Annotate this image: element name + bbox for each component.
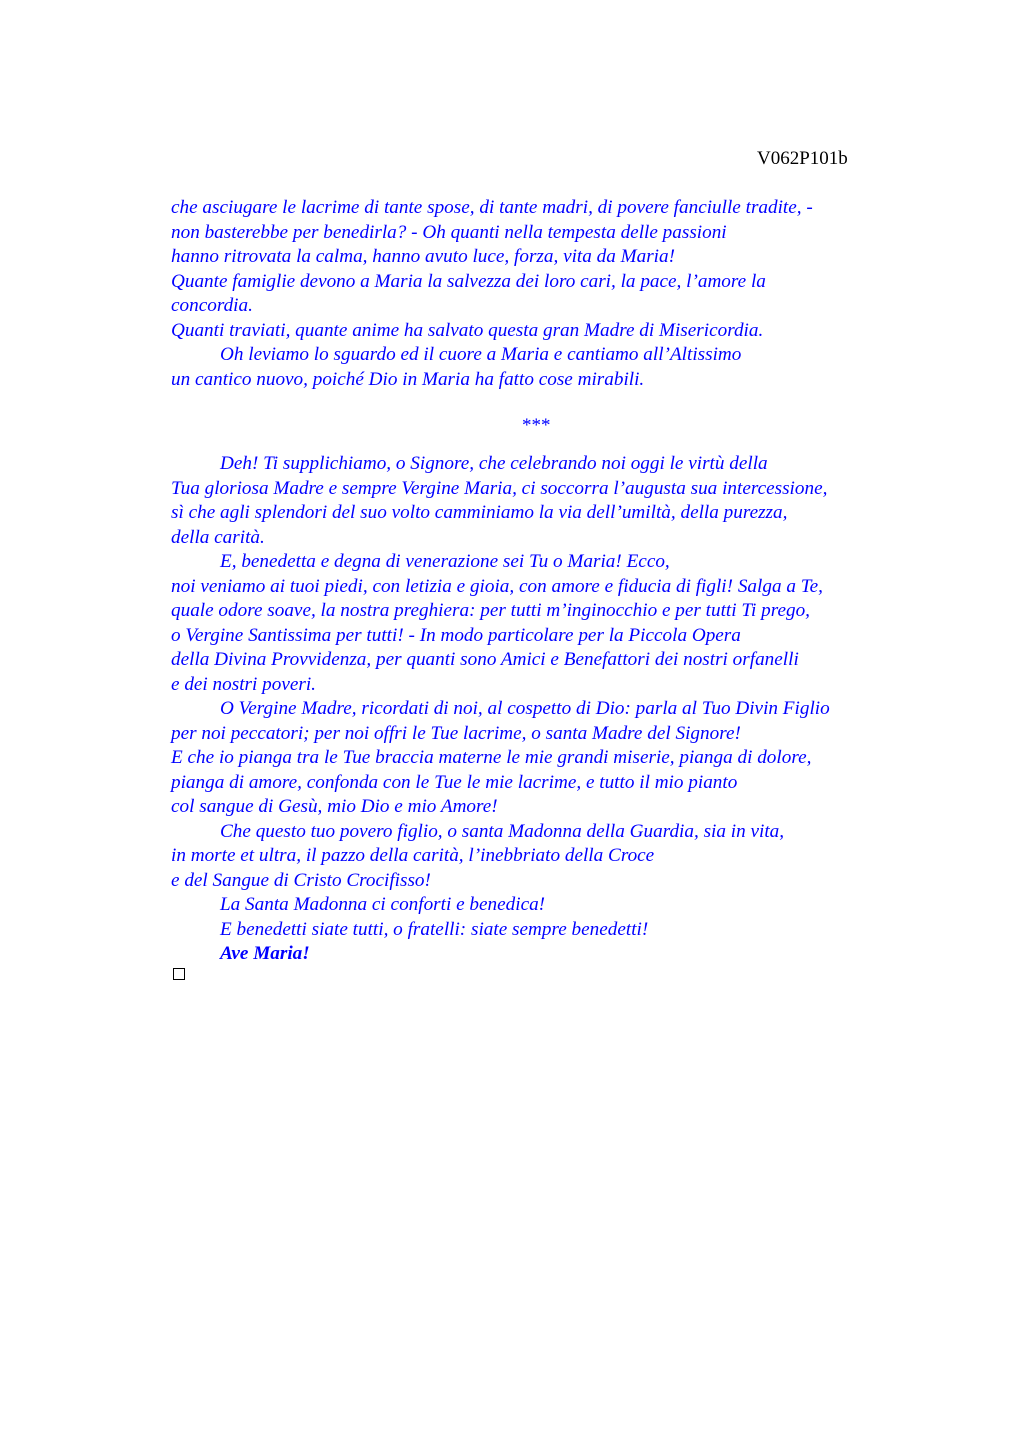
section-separator: ***	[522, 415, 551, 436]
text-line: un cantico nuovo, poiché Dio in Maria ha fatto cose mirabili.	[171, 368, 645, 390]
text-line: col sangue di Gesù, mio Dio e mio Amore!	[171, 796, 498, 817]
text-line: hanno ritrovata la calma, hanno avuto luce, forza, vita da Maria!	[171, 246, 675, 267]
text-line: pianga di amore, confonda con le Tue le mie lacrime, e tutto il mio pianto	[171, 771, 738, 793]
text-line: della Divina Provvidenza, per quanti sono Amici e Benefattori dei nostri orfanelli	[171, 649, 799, 670]
text-line: quale odore soave, la nostra preghiera: per tutti m’inginocchio e per tutti Ti prego,	[171, 600, 810, 621]
text-line: Quanti traviati, quante anime ha salvato questa gran Madre di Misericordia.	[171, 319, 764, 341]
text-line: Quante famiglie devono a Maria la salvezza dei loro cari, la pace, l’amore la	[171, 270, 766, 292]
end-marker-box	[173, 968, 185, 980]
text-line: E, benedetta e degna di venerazione sei Tu o Maria! Ecco,	[220, 551, 670, 572]
text-line: non basterebbe per benedirla? - Oh quanti nella tempesta delle passioni	[171, 221, 727, 243]
text-line: per noi peccatori; per noi offri le Tue lacrime, o santa Madre del Signore!	[171, 722, 741, 744]
text-line: E che io pianga tra le Tue braccia materne le mie grandi miserie, pianga di dolore,	[171, 747, 812, 768]
page-id: V062P101b	[757, 148, 848, 169]
text-line: O Vergine Madre, ricordati di noi, al cospetto di Dio: parla al Tuo Divin Figlio	[220, 698, 830, 719]
text-line: in morte et ultra, il pazzo della carità, l’inebbriato della Croce	[171, 845, 655, 866]
text-line: E benedetti siate tutti, o fratelli: siate sempre benedetti!	[220, 918, 649, 940]
text-line: noi veniamo ai tuoi piedi, con letizia e gioia, con amore e fiducia di figli! Salga a Te,	[171, 575, 823, 597]
section-1	[171, 196, 891, 392]
text-line: che asciugare le lacrime di tante spose, di tante madri, di povere fanciulle tradite, -	[171, 197, 813, 218]
text-line: o Vergine Santissima per tutti! - In modo particolare per la Piccola Opera	[171, 624, 741, 646]
text-line: Deh! Ti supplichiamo, o Signore, che celebrando noi oggi le virtù della	[220, 453, 768, 474]
text-line: della carità.	[171, 526, 265, 548]
section-2	[171, 452, 891, 967]
text-line: Che questo tuo povero figlio, o santa Madonna della Guardia, sia in vita,	[220, 820, 785, 842]
text-line: La Santa Madonna ci conforti e benedica!	[220, 894, 546, 915]
text-line: e del Sangue di Cristo Crocifisso!	[171, 869, 431, 891]
text-line: e dei nostri poveri.	[171, 673, 316, 695]
text-line: sì che agli splendori del suo volto camminiamo la via dell’umiltà, della purezza,	[171, 502, 788, 523]
text-line: Tua gloriosa Madre e sempre Vergine Maria, ci soccorra l’augusta sua intercessione,	[171, 477, 828, 499]
text-line: Oh leviamo lo sguardo ed il cuore a Maria e cantiamo all’Altissimo	[220, 344, 742, 365]
text-line: concordia.	[171, 295, 253, 316]
closing-line: Ave Maria!	[220, 943, 310, 964]
